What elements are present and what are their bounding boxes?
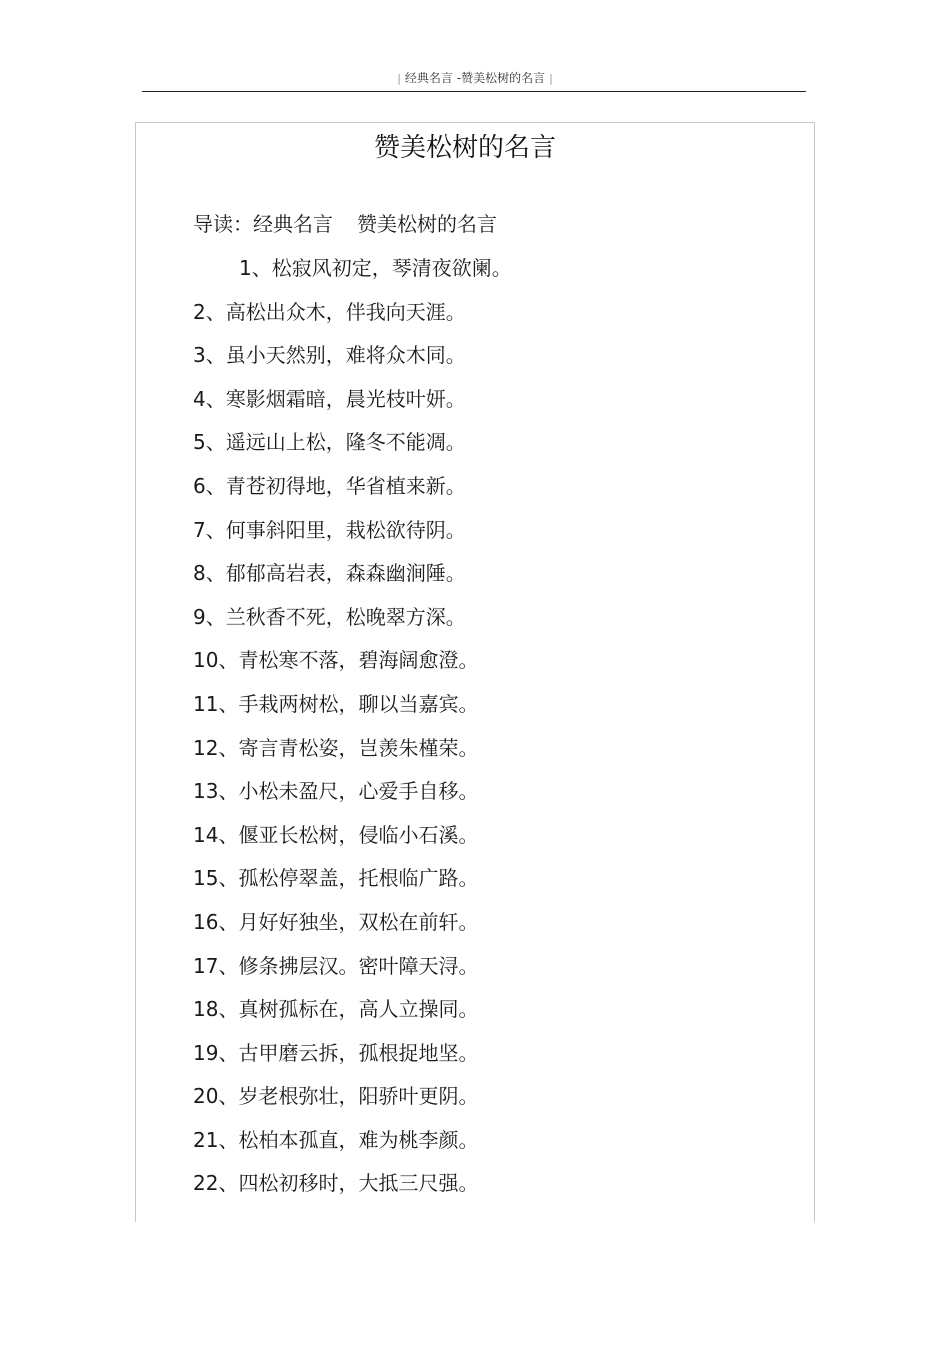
quote-item: 19、古甲磨云拆，孤根捉地坚。 [193,1040,479,1065]
quote-item: 13、小松未盈尺，心爱手自移。 [193,779,479,804]
quote-item: 4、寒影烟霜暗，晨光枝叶妍。 [193,386,466,411]
quote-item: 17、修条拂层汉。密叶障天浔。 [193,953,479,978]
quote-item: 16、月好好独坐，双松在前轩。 [193,909,479,934]
running-title: 经典名言 -赞美松树的名言 [404,71,546,85]
quote-item: 5、遥远山上松，隆冬不能凋。 [193,430,466,455]
quote-list [193,247,512,1206]
intro-label: 导读：经典名言 [193,212,333,236]
header-mark-right: | [549,72,553,85]
quote-item: 20、岁老根弥壮，阳骄叶更阴。 [193,1084,479,1109]
quote-item: 3、虽小天然别，难将众木同。 [193,343,466,368]
quote-item: 2、高松出众木，伴我向天涯。 [193,299,466,324]
quote-item: 7、何事斜阳里，栽松欲待阴。 [193,517,466,542]
quote-item: 8、郁郁高岩表，森森幽涧陲。 [193,561,466,586]
quote-item: 1、松寂风初定，琴清夜欲阑。 [239,256,512,280]
intro-text: 赞美松树的名言 [357,212,497,236]
header-rule [142,91,806,92]
header-mark-left: | [397,72,401,85]
quote-item: 14、偃亚长松树，侵临小石溪。 [193,822,479,847]
quote-item: 9、兰秋香不死，松晚翠方深。 [193,604,466,629]
quote-item: 21、松柏本孤直，难为桃李颜。 [193,1127,479,1152]
document-title: 赞美松树的名言 [373,133,556,163]
quote-item: 6、青苍初得地，华省植来新。 [193,473,466,498]
quote-item: 15、孤松停翠盖，托根临广路。 [193,866,479,891]
quote-item: 12、寄言青松姿，岂羡朱槿荣。 [193,735,479,760]
quote-item: 18、真树孤标在，高人立操同。 [193,997,479,1022]
running-header [0,69,950,86]
quote-item: 22、四松初移时，大抵三尺强。 [193,1171,479,1196]
quote-item: 10、青松寒不落，碧海阔愈澄。 [193,648,479,673]
intro-line [193,208,497,237]
quote-item: 11、手栽两树松，聊以当嘉宾。 [193,691,479,716]
